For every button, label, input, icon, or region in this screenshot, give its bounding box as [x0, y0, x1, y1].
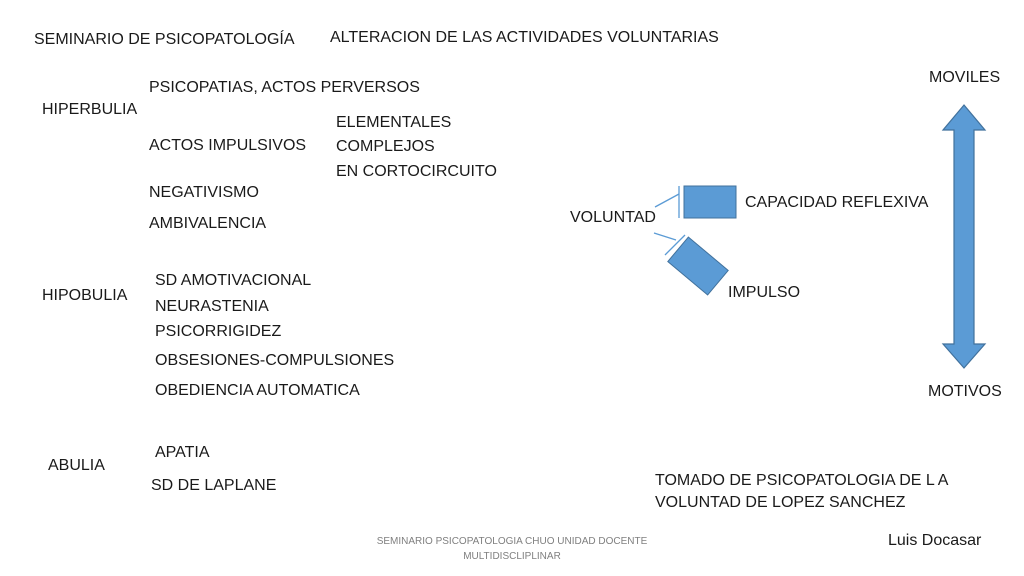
abulia-label: ABULIA: [48, 457, 105, 474]
connector-impulso: [654, 233, 676, 240]
hiperbulia-item: AMBIVALENCIA: [149, 215, 267, 232]
seminar-title: SEMINARIO DE PSICOPATOLOGÍA: [34, 31, 295, 48]
page-title: ALTERACION DE LAS ACTIVIDADES VOLUNTARIAS: [330, 29, 719, 46]
hiperbulia-item: ACTOS IMPULSIVOS: [149, 137, 307, 154]
author: Luis Docasar: [888, 532, 982, 549]
motivos-label: MOTIVOS: [928, 383, 1002, 400]
abulia-item: APATIA: [155, 444, 210, 461]
impulso-label: IMPULSO: [728, 284, 801, 301]
source-reference: [655, 470, 948, 514]
capacidad-label: CAPACIDAD REFLEXIVA: [745, 194, 929, 211]
hipobulia-item: PSICORRIGIDEZ: [155, 323, 282, 340]
moviles-motivos-arrow: [943, 105, 985, 368]
hiperbulia-item: PSICOPATIAS, ACTOS PERVERSOS: [149, 79, 420, 96]
voluntad-label: VOLUNTAD: [570, 209, 656, 226]
hiperbulia-item: NEGATIVISMO: [149, 184, 259, 201]
connector-capacidad: [655, 194, 679, 207]
hiperbulia-label: HIPERBULIA: [42, 101, 138, 118]
impulsive-type: COMPLEJOS: [336, 138, 435, 155]
source-line: VOLUNTAD DE LOPEZ SANCHEZ: [655, 494, 906, 511]
footer-line: SEMINARIO PSICOPATOLOGIA CHUO UNIDAD DOCENTE: [376, 536, 648, 547]
impulsive-type: ELEMENTALES: [336, 114, 452, 131]
hipobulia-item: OBSESIONES-COMPULSIONES: [155, 352, 395, 369]
hipobulia-label: HIPOBULIA: [42, 287, 128, 304]
moviles-label: MOVILES: [929, 69, 1001, 86]
hipobulia-item: NEURASTENIA: [155, 298, 269, 315]
capacidad-box: [684, 186, 736, 218]
source-line: TOMADO DE PSICOPATOLOGIA DE L A: [655, 472, 949, 489]
hipobulia-item: SD AMOTIVACIONAL: [155, 272, 312, 289]
abulia-item: SD DE LAPLANE: [151, 477, 277, 494]
hipobulia-item: OBEDIENCIA AUTOMATICA: [155, 382, 360, 399]
impulsive-type: EN CORTOCIRCUITO: [336, 163, 497, 180]
impulso-box: [668, 237, 728, 295]
footer-line: MULTIDISCLIPLINAR: [463, 551, 561, 562]
footer: [340, 534, 684, 564]
